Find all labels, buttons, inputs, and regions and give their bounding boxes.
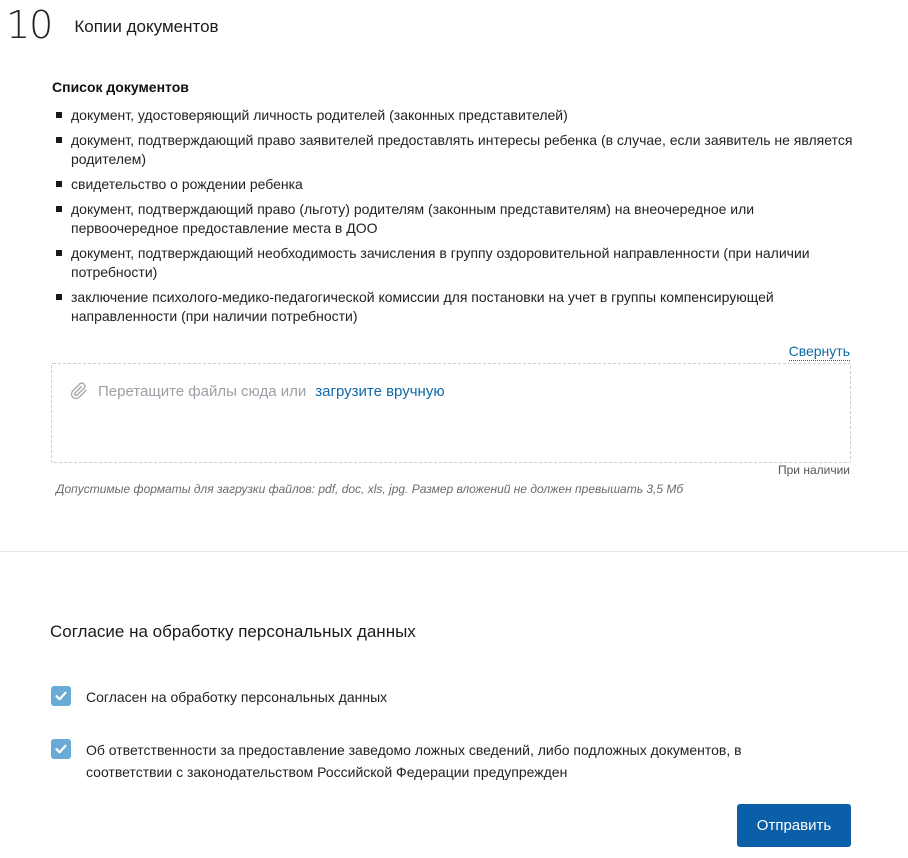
formats-note: Допустимые форматы для загрузки файлов: pdf, doc, xls, jpg. Размер вложений не должен превышать 3,5 Мб (56, 482, 684, 496)
dropzone-content (70, 382, 445, 400)
section-divider (0, 551, 908, 552)
checkmark-icon (54, 742, 68, 756)
responsibility-label: Об ответственности за предоставление заведомо ложных сведений, либо подложных документов, в соответствии с законодательством Российской Федерации предупрежден (86, 742, 742, 780)
dropzone-hint: Перетащите файлы сюда или (98, 382, 307, 400)
list-item-text: документ, подтверждающий право (льготу) родителям (законным представителям) на внеочередное или первоочередное предоставление места в ДОО (71, 201, 755, 236)
bullet-icon (56, 250, 62, 256)
list-item (56, 106, 856, 125)
consent-title: Согласие на обработку персональных данных (50, 622, 416, 641)
list-item (56, 288, 856, 326)
list-item (56, 131, 856, 169)
section-header (6, 4, 219, 46)
documents-list-title: Список документов (52, 79, 189, 95)
list-item-text: свидетельство о рождении ребенка (71, 176, 303, 192)
consent-label: Согласен на обработку персональных данных (86, 689, 388, 705)
list-item-text: документ, подтверждающий право заявителей предоставлять интересы ребенка (в случае, если заявитель не является родителем) (71, 132, 853, 167)
consent-checkbox-row-responsibility[interactable] (51, 739, 806, 783)
bullet-icon (56, 294, 62, 300)
responsibility-checkbox[interactable] (51, 739, 71, 759)
consent-checkbox[interactable] (51, 686, 71, 706)
list-item-text: заключение психолого-медико-педагогической комиссии для постановки на учет в группы компенсирующей направленности (при наличии потребности) (71, 289, 774, 324)
list-item (56, 200, 856, 238)
bullet-icon (56, 137, 62, 143)
list-item-text: документ, удостоверяющий личность родителей (законных представителей) (71, 107, 568, 123)
optional-note: При наличии (778, 463, 850, 477)
list-item (56, 244, 856, 282)
upload-manually-link[interactable]: загрузите вручную (315, 382, 445, 400)
bullet-icon (56, 181, 62, 187)
file-dropzone[interactable] (51, 363, 851, 463)
collapse-link[interactable]: Свернуть (788, 343, 850, 359)
paperclip-icon (70, 382, 88, 400)
consent-checkbox-row-personal-data[interactable] (51, 686, 806, 708)
bullet-icon (56, 112, 62, 118)
documents-list (56, 106, 856, 332)
submit-button[interactable]: Отправить (737, 804, 851, 847)
checkmark-icon (54, 689, 68, 703)
list-item-text: документ, подтверждающий необходимость зачисления в группу оздоровительной направленности (при наличии потребности) (71, 245, 810, 280)
bullet-icon (56, 206, 62, 212)
list-item (56, 175, 856, 194)
step-number: 10 (6, 3, 53, 47)
section-title: Копии документов (74, 17, 219, 36)
